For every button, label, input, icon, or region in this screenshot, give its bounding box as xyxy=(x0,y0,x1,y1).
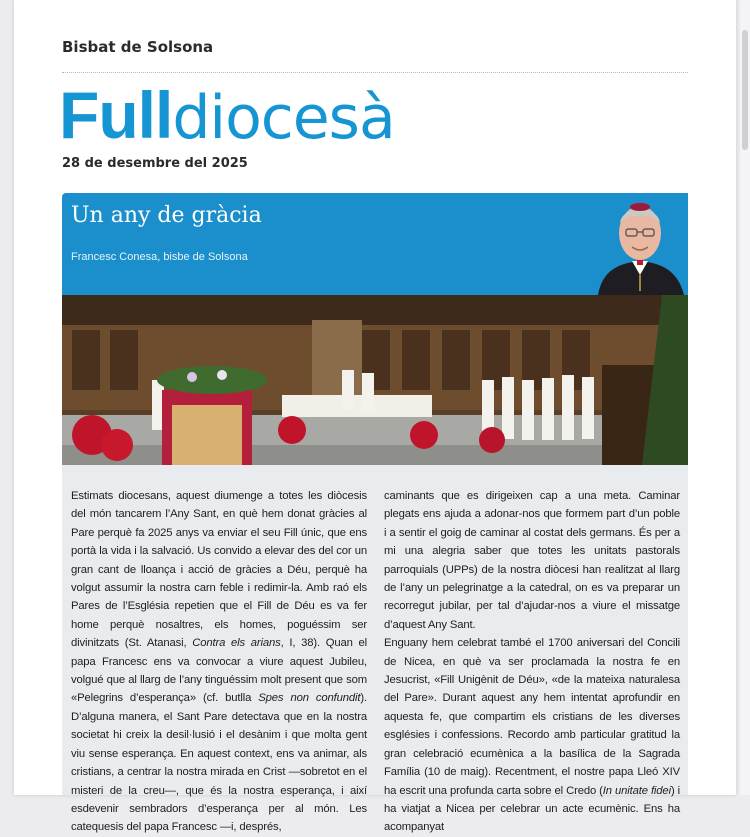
article-banner xyxy=(62,193,688,295)
article-column-left xyxy=(71,487,367,837)
masthead-light: diocesà xyxy=(172,83,395,153)
paragraph: caminants que es dirigeixen cap a una meta. Caminar plegats ens ajuda a adonar-nos que formem part d’un poble i a sentir el goig de caminar al costat dels germans. És per a mi una alegria saber que totes les unitats pastorals parroquials (UPPs) de la nostra diòcesi han realitzat al llarg de l’any un pelegrinatge a la catedral, on es va preparar un recorregut jubilar, per tal d’ajudar-nos a viure el missatge d’aquest Any Sant. xyxy=(384,490,680,631)
masthead xyxy=(59,78,395,153)
article-byline: Francesc Conesa, bisbe de Solsona xyxy=(71,251,248,263)
diocese-name: Bisbat de Solsona xyxy=(62,38,214,56)
article-title: Un any de gràcia xyxy=(71,203,262,228)
paragraph: Enguany hem celebrat també el 1700 aniversari del Concili de Nicea, en què va ser proclamada la nostra fe en Jesucrist, «Fill Unigènit de Déu», «de la mateixa naturalesa del Pare». Durant aquest any hem intentat aprofundir en aquesta fe, que compartim els cristians de les diverses esglésies i confessions. Recordo amb particular gratitud la gran celebració ecumènica a la basílica de la Sagrada Família (10 de maig). Recentment, el nostre papa Lleó XIV ha escrit una profunda carta sobre el Credo (In unitate fidei) i ha viatjat a Nicea per celebrar un acte ecumènic. Ens ha acompanyat xyxy=(384,637,680,834)
paragraph: Estimats diocesans, aquest diumenge a totes les diòcesis del món tancarem l’Any Sant, en què hem donat gràcies al Pare perquè fa 2025 anys va enviar el seu Fill únic, que ens portà la vida i la salvació. Us convido a elevar des del cor un gran cant de lloança i acció de gràcies a Déu, perquè ha volgut assumir la nostra carn feble i redimir-la. Amb raó els Pares de l’Església repetien que el Fill de Déu es va fer home perquè nosaltres, els homes, poguéssim ser divinitzats (St. Atanasi, Contra els arians, I, 38). Quan el papa Francesc ens va convocar a viure aquest Jubileu, volgué que al llarg de l’any tinguéssim molt present que som «Pelegrins d’esperança» (cf. butlla Spes non confundit). D’alguna manera, el Sant Pare detectava que en la nostra societat hi creix la desil·lusió i el desànim i que molta gent viu sense esperança. En aquest context, ens va animar, als cristians, a centrar la nostra mirada en Crist —sobretot en el misteri de la creu—, que és la nostra esperança, i així esdevenir sembradors d’esperança per al món. Les catequesis del papa Francesc —i, després, xyxy=(71,490,367,834)
article-column-right xyxy=(384,487,680,837)
newsletter-page xyxy=(14,0,736,834)
scrollbar[interactable] xyxy=(740,0,750,795)
article-body xyxy=(62,465,688,834)
masthead-bold: Full xyxy=(59,78,173,152)
bishop-portrait xyxy=(592,193,688,295)
header-divider xyxy=(62,72,688,73)
cathedral-photo xyxy=(62,295,688,465)
scrollbar-thumb[interactable] xyxy=(742,30,748,150)
issue-date: 28 de desembre del 2025 xyxy=(62,156,248,171)
